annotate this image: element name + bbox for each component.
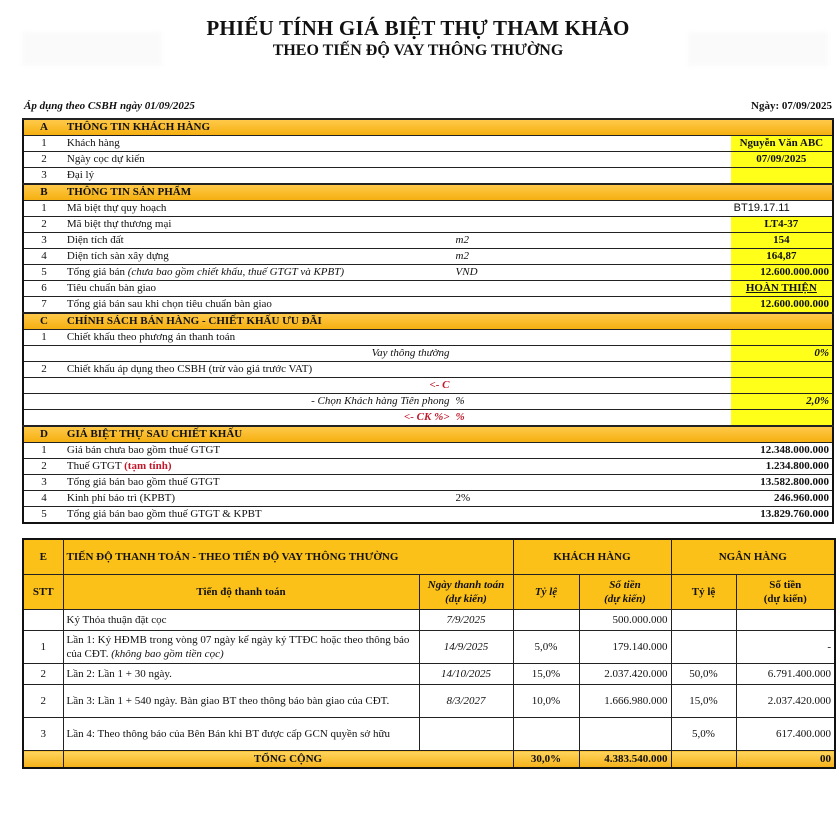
row-unit — [453, 168, 731, 185]
row-label: Tổng giá bán bao gồm thuế GTGT — [64, 475, 453, 491]
row-description-text: Lần 1: Ký HĐMB trong vòng 07 ngày kể ngày ký TTĐC hoặc theo thông báo của CĐT. — [66, 634, 410, 660]
document-date: Ngày: 07/09/2025 — [751, 100, 832, 112]
row-unit — [453, 152, 731, 168]
section-code: A — [23, 119, 64, 136]
deposit-date-value[interactable]: 07/09/2025 — [731, 152, 833, 168]
row-unit: m2 — [453, 233, 731, 249]
table-row — [23, 201, 833, 217]
row-number: 1 — [23, 443, 64, 459]
row-bank-amount: - — [736, 631, 835, 664]
row-unit — [453, 217, 731, 233]
row-customer-amount — [579, 718, 671, 751]
value-cell — [731, 410, 833, 427]
row-number: 5 — [23, 265, 64, 281]
blurred-text — [795, 753, 820, 765]
section-header-c — [23, 313, 833, 330]
row-customer-rate: 15,0% — [513, 664, 579, 685]
row-stt: 2 — [23, 685, 63, 718]
row-number — [23, 346, 64, 362]
row-label: Đại lý — [64, 168, 453, 185]
total-bank-amount — [736, 751, 835, 769]
table-row — [23, 265, 833, 281]
row-number: 1 — [23, 136, 64, 152]
row-unit — [453, 475, 731, 491]
table-row — [23, 491, 833, 507]
row-bank-rate: 50,0% — [671, 664, 736, 685]
row-description: Ký Thỏa thuận đặt cọc — [63, 610, 419, 631]
row-date: 7/9/2025 — [419, 610, 513, 631]
table-row — [23, 718, 835, 751]
table-row — [23, 631, 835, 664]
row-label-note: (chưa bao gồm chiết khấu, thuế GTGT và KPBT) — [127, 266, 345, 278]
row-description-note: (không bao gồm tiền cọc) — [111, 648, 224, 660]
total-row — [23, 751, 835, 769]
row-unit — [453, 346, 731, 362]
payment-schedule-table — [22, 538, 836, 769]
row-unit: % — [453, 394, 731, 410]
row-stt: 2 — [23, 664, 63, 685]
column-header-bank-rate: Tỷ lệ — [671, 575, 736, 610]
payment-header-row — [23, 539, 835, 575]
table-row — [23, 168, 833, 185]
row-label: Ngày cọc dự kiến — [64, 152, 453, 168]
row-label: Tổng giá bán sau khi chọn tiêu chuẩn bàn giao — [64, 297, 453, 314]
row-number: 3 — [23, 168, 64, 185]
row-date: 8/3/2027 — [419, 685, 513, 718]
row-unit — [453, 507, 731, 524]
row-unit — [453, 281, 731, 297]
section-code: C — [23, 313, 64, 330]
table-row — [23, 249, 833, 265]
row-date — [419, 718, 513, 751]
payment-subheader-row — [23, 575, 835, 610]
total-stt — [23, 751, 63, 769]
row-customer-amount: 179.140.000 — [579, 631, 671, 664]
row-customer-rate — [513, 718, 579, 751]
row-label-text: Thuế GTGT — [66, 460, 122, 472]
column-header-bank-amount — [736, 575, 835, 610]
price-before-vat-value: 12.348.000.000 — [731, 443, 833, 459]
header-subtext: (dự kiến) — [763, 593, 807, 605]
table-row — [23, 394, 833, 410]
value-cell — [731, 378, 833, 394]
column-header-date — [419, 575, 513, 610]
row-customer-amount: 1.666.980.000 — [579, 685, 671, 718]
row-label — [64, 459, 453, 475]
header-subtext: (dự kiến) — [604, 593, 646, 605]
row-bank-amount — [736, 610, 835, 631]
pioneer-customer-label: - Chọn Khách hàng Tiên phong — [64, 394, 453, 410]
floor-area-value: 164,87 — [731, 249, 833, 265]
grand-total-value: 13.829.760.000 — [731, 507, 833, 524]
row-label: Tổng giá bán bao gồm thuế GTGT & KPBT — [64, 507, 453, 524]
row-customer-amount: 2.037.420.000 — [579, 664, 671, 685]
row-description: Lần 4: Theo thông báo của Bên Bán khi BT được cấp GCN quyền sở hữu — [63, 718, 419, 751]
column-header-stt: STT — [23, 575, 63, 610]
table-row — [23, 685, 835, 718]
row-label: Diện tích đất — [64, 233, 453, 249]
row-number — [23, 394, 64, 410]
row-label: Khách hàng — [64, 136, 453, 152]
row-label: Giá bán chưa bao gồm thuế GTGT — [64, 443, 453, 459]
policy-marker: <- C — [64, 378, 453, 394]
section-title: CHÍNH SÁCH BÁN HÀNG - CHIẾT KHẤU ƯU ĐÃI — [64, 313, 833, 330]
table-row — [23, 362, 833, 378]
row-number: 4 — [23, 249, 64, 265]
total-label: TỔNG CỘNG — [63, 751, 513, 769]
row-label-note: (tạm tính) — [124, 460, 172, 472]
row-bank-amount: 6.791.400.000 — [736, 664, 835, 685]
row-unit — [453, 136, 731, 152]
column-header-customer-amount — [579, 575, 671, 610]
row-date: 14/9/2025 — [419, 631, 513, 664]
customer-name-value[interactable]: Nguyễn Văn ABC — [731, 136, 833, 152]
row-number: 1 — [23, 201, 64, 217]
land-area-value: 154 — [731, 233, 833, 249]
table-row — [23, 297, 833, 314]
row-unit — [453, 459, 731, 475]
applied-policy: Áp dụng theo CSBH ngày 01/09/2025 — [24, 100, 195, 112]
row-label: Tiêu chuẩn bàn giao — [64, 281, 453, 297]
discount-percent-label: <- CK %> — [64, 410, 453, 427]
row-unit — [453, 443, 731, 459]
row-label: Mã biệt thự quy hoạch — [64, 201, 453, 217]
section-title: THÔNG TIN KHÁCH HÀNG — [64, 119, 833, 136]
row-unit — [453, 330, 731, 346]
blurred-text — [695, 753, 712, 765]
table-row — [23, 459, 833, 475]
commercial-code-value[interactable]: LT4-37 — [731, 217, 833, 233]
table-row — [23, 136, 833, 152]
row-number — [23, 410, 64, 427]
section-code: B — [23, 184, 64, 201]
row-unit: m2 — [453, 249, 731, 265]
row-customer-rate: 5,0% — [513, 631, 579, 664]
customer-column-group: KHÁCH HÀNG — [513, 539, 671, 575]
maintenance-fee-value: 246.960.000 — [731, 491, 833, 507]
table-row — [23, 664, 835, 685]
section-header-d — [23, 426, 833, 443]
row-label: Chiết khấu áp dụng theo CSBH (trừ vào giá trước VAT) — [64, 362, 453, 378]
row-unit: % — [453, 410, 731, 427]
section-header-a — [23, 119, 833, 136]
row-number: 1 — [23, 330, 64, 346]
row-unit — [453, 378, 731, 394]
row-stt: 3 — [23, 718, 63, 751]
row-bank-rate — [671, 610, 736, 631]
total-bank-rate — [671, 751, 736, 769]
row-number: 2 — [23, 217, 64, 233]
table-row — [23, 378, 833, 394]
row-stt: 1 — [23, 631, 63, 664]
row-label-text: Tổng giá bán — [66, 266, 125, 278]
header-text: Số tiền — [769, 579, 802, 591]
row-bank-rate — [671, 631, 736, 664]
table-row — [23, 330, 833, 346]
row-label: Kinh phí bảo trì (KPBT) — [64, 491, 453, 507]
row-label: Diện tích sàn xây dựng — [64, 249, 453, 265]
page-title: PHIẾU TÍNH GIÁ BIỆT THỰ THAM KHẢO — [206, 16, 630, 40]
total-price-value: 12.600.000.000 — [731, 265, 833, 281]
table-row — [23, 410, 833, 427]
table-row — [23, 610, 835, 631]
row-number: 5 — [23, 507, 64, 524]
row-description: Lần 3: Lần 1 + 540 ngày. Bàn giao BT theo thông báo bàn giao của CĐT. — [63, 685, 419, 718]
row-unit: 2% — [453, 491, 731, 507]
row-bank-amount: 617.400.000 — [736, 718, 835, 751]
row-customer-amount: 500.000.000 — [579, 610, 671, 631]
row-label — [64, 265, 453, 281]
section-header-b — [23, 184, 833, 201]
row-number: 6 — [23, 281, 64, 297]
table-row — [23, 217, 833, 233]
row-number: 3 — [23, 233, 64, 249]
planning-code-value: BT19.17.11 — [731, 201, 833, 217]
row-stt — [23, 610, 63, 631]
column-header-customer-rate: Tỷ lệ — [513, 575, 579, 610]
row-description: Lần 2: Lần 1 + 30 ngày. — [63, 664, 419, 685]
row-unit: VND — [453, 265, 731, 281]
total-customer-amount: 4.383.540.000 — [579, 751, 671, 769]
table-row — [23, 281, 833, 297]
header-subtext: (dự kiến) — [445, 593, 487, 605]
section-code: E — [23, 539, 63, 575]
column-header-progress: Tiến độ thanh toán — [63, 575, 419, 610]
value-cell — [731, 362, 833, 378]
row-number: 2 — [23, 152, 64, 168]
section-code: D — [23, 426, 64, 443]
row-unit — [453, 362, 731, 378]
total-customer-rate: 30,0% — [513, 751, 579, 769]
row-label: Mã biệt thự thương mại — [64, 217, 453, 233]
section-title: TIẾN ĐỘ THANH TOÁN - THEO TIẾN ĐỘ VAY THÔNG THƯỜNG — [63, 539, 513, 575]
row-number: 2 — [23, 362, 64, 378]
payment-option-discount[interactable]: 0% — [731, 346, 833, 362]
row-customer-rate — [513, 610, 579, 631]
row-bank-amount: 2.037.420.000 — [736, 685, 835, 718]
total-bank-amount-visible: 00 — [820, 753, 832, 765]
section-title: THÔNG TIN SẢN PHẨM — [64, 184, 833, 201]
row-customer-rate: 10,0% — [513, 685, 579, 718]
table-row — [23, 475, 833, 491]
payment-option-label: Vay thông thường — [64, 346, 453, 362]
table-row — [23, 507, 833, 524]
blurred-text — [456, 363, 478, 375]
row-bank-rate: 5,0% — [671, 718, 736, 751]
row-bank-rate: 15,0% — [671, 685, 736, 718]
header-text: Số tiền — [609, 579, 641, 591]
row-number — [23, 378, 64, 394]
bank-column-group: NGÂN HÀNG — [671, 539, 835, 575]
page-subtitle: THEO TIẾN ĐỘ VAY THÔNG THƯỜNG — [272, 42, 564, 59]
row-date: 14/10/2025 — [419, 664, 513, 685]
header-text: Ngày thanh toán — [427, 579, 505, 591]
row-number: 7 — [23, 297, 64, 314]
price-after-standard-value: 12.600.000.000 — [731, 297, 833, 314]
handover-standard-select[interactable]: HOÀN THIỆN — [731, 281, 833, 297]
row-number: 4 — [23, 491, 64, 507]
row-label: Chiết khấu theo phương án thanh toán — [64, 330, 453, 346]
price-summary-table — [22, 118, 834, 524]
row-unit — [453, 201, 731, 217]
row-description — [63, 631, 419, 664]
pioneer-discount-value[interactable]: 2,0% — [731, 394, 833, 410]
table-row — [23, 233, 833, 249]
row-number: 3 — [23, 475, 64, 491]
table-row — [23, 152, 833, 168]
table-row — [23, 443, 833, 459]
price-with-vat-value: 13.582.800.000 — [731, 475, 833, 491]
value-cell — [731, 330, 833, 346]
row-unit — [453, 297, 731, 314]
table-row — [23, 346, 833, 362]
vat-value: 1.234.800.000 — [731, 459, 833, 475]
row-number: 2 — [23, 459, 64, 475]
section-title: GIÁ BIỆT THỰ SAU CHIẾT KHẤU — [64, 426, 833, 443]
agency-value[interactable] — [731, 168, 833, 185]
